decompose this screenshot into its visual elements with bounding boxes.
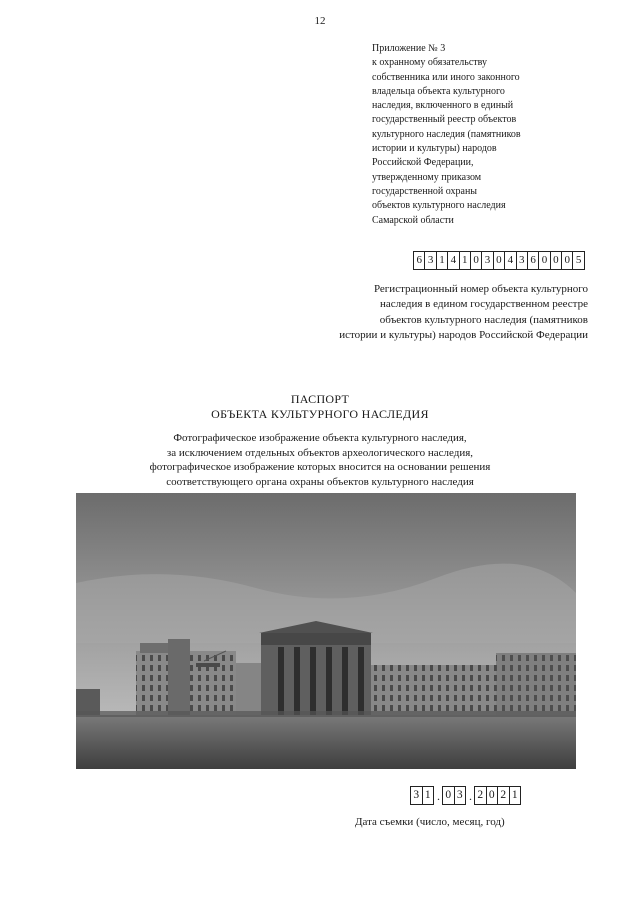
photo-caption-line: фотографическое изображение которых вносится на основании решения <box>149 461 491 474</box>
photo-caption-line: соответствующего органа охраны объектов культурного наследия <box>166 476 474 489</box>
appendix-line: государственный реестр объектов <box>372 114 517 126</box>
registration-digit: 0 <box>538 251 550 270</box>
registration-digit: 5 <box>572 251 584 270</box>
registration-digit: 1 <box>436 251 448 270</box>
registration-caption-line: наследия в едином государственном реестре <box>380 298 588 311</box>
date-digit: 3 <box>410 786 423 805</box>
appendix-line: наследия, включенного в единый <box>372 100 514 112</box>
registration-digit: 3 <box>481 251 493 270</box>
registration-digit: 1 <box>459 251 471 270</box>
registration-caption-line: Регистрационный номер объекта культурного <box>373 283 588 295</box>
registration-caption-line: объектов культурного наследия (памятников <box>379 313 588 326</box>
appendix-line: Приложение № 3 <box>372 43 446 54</box>
photo-caption <box>0 431 640 490</box>
shoot-date-year <box>475 786 521 805</box>
date-separator: . <box>437 789 440 803</box>
registration-digit: 6 <box>527 251 539 270</box>
appendix-line: Российской Федерации, <box>372 157 474 169</box>
registration-digit: 0 <box>470 251 482 270</box>
passport-title-line: ОБЪЕКТА КУЛЬТУРНОГО НАСЛЕДИЯ <box>211 406 429 421</box>
date-digit: 2 <box>497 786 510 805</box>
photo-ground <box>76 715 576 769</box>
page-number: 12 <box>314 15 326 27</box>
date-digit: 0 <box>486 786 499 805</box>
registration-digit: 3 <box>516 251 528 270</box>
shoot-date-month <box>443 786 466 805</box>
date-digit: 3 <box>454 786 467 805</box>
appendix-line: собственника или иного законного <box>372 71 520 83</box>
registration-digit: 0 <box>561 251 573 270</box>
appendix-line: владельца объекта культурного <box>372 85 505 97</box>
shoot-date-day <box>411 786 434 805</box>
appendix-line: объектов культурного наследия <box>372 200 506 212</box>
registration-digit: 0 <box>493 251 505 270</box>
heritage-object-photo <box>76 493 576 769</box>
appendix-line: культурного наследия (памятников <box>372 128 521 140</box>
appendix-line: утвержденному приказом <box>372 171 482 183</box>
shoot-date-caption: Дата съемки (число, месяц, год) <box>355 816 505 828</box>
appendix-note <box>372 42 612 228</box>
passport-title-line: ПАСПОРТ <box>290 392 350 406</box>
registration-digit: 3 <box>424 251 436 270</box>
appendix-line: к охранному обязательству <box>372 57 488 69</box>
date-digit: 1 <box>422 786 435 805</box>
date-digit: 1 <box>509 786 522 805</box>
date-digit: 2 <box>474 786 487 805</box>
registration-caption-line: истории и культуры) народов Российской Федерации <box>339 329 588 342</box>
registration-digit: 4 <box>504 251 516 270</box>
photo-caption-line: Фотографическое изображение объекта культурного наследия, <box>173 432 467 444</box>
date-digit: 0 <box>442 786 455 805</box>
shoot-date-boxes <box>411 786 521 805</box>
registration-digit: 4 <box>447 251 459 270</box>
appendix-line: истории и культуры) народов <box>372 143 497 155</box>
passport-title <box>0 392 640 421</box>
registration-caption <box>228 282 588 344</box>
appendix-line: Самарской области <box>372 214 454 226</box>
registration-digit: 0 <box>550 251 562 270</box>
date-separator: . <box>469 789 472 803</box>
appendix-line: государственной охраны <box>372 185 478 197</box>
photo-caption-line: за исключением отдельных объектов археологического наследия, <box>166 446 474 459</box>
registration-number-boxes <box>414 251 585 270</box>
registration-digit: 6 <box>413 251 425 270</box>
